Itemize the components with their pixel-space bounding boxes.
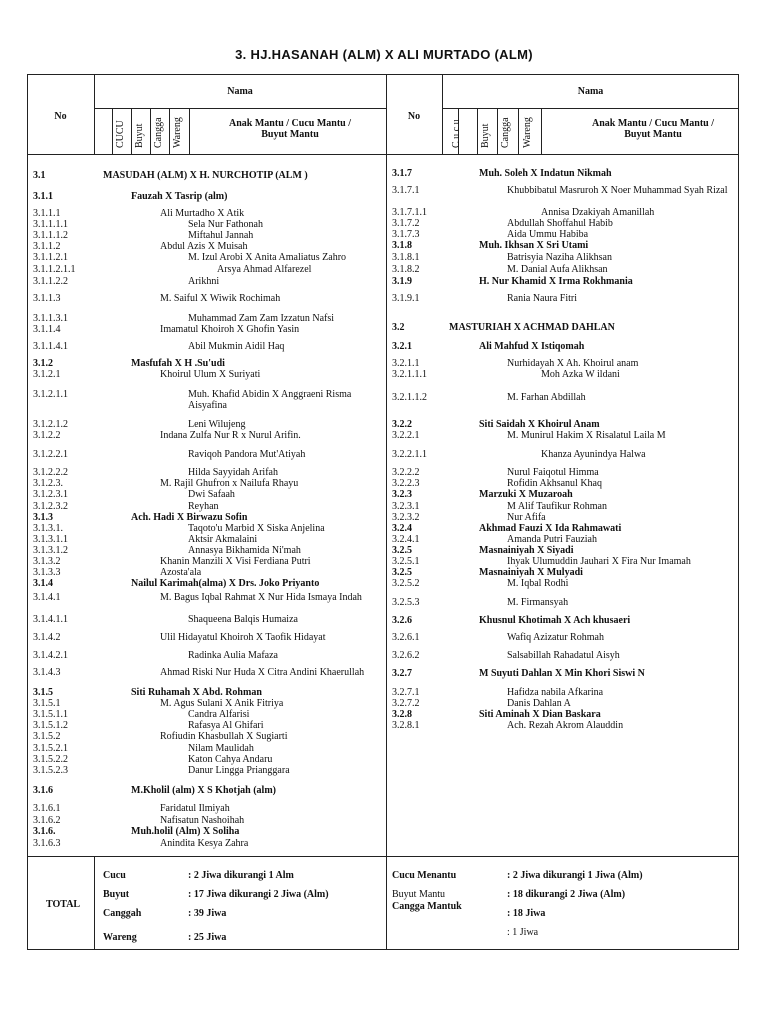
row-number: 3.1.6. [33, 826, 56, 837]
header-anak-left: Anak Mantu / Cucu Mantu / Buyut Mantu [229, 118, 351, 140]
row-number: 3.2.4.1 [392, 534, 420, 545]
divider-left-col4 [169, 108, 170, 154]
header-col-cucu-right: C u c u [451, 119, 462, 148]
row-number: 3.1.1.3 [33, 293, 61, 304]
row-name: Radinka Aulia Mafaza [188, 650, 278, 661]
row-name: Nurul Faiqotul Himma [507, 467, 599, 478]
row-number: 3.1.1.2 [33, 241, 61, 252]
row-name: M. Saiful X Wiwik Rochimah [160, 293, 281, 304]
row-number: 3.1.1.4 [33, 324, 61, 335]
row-number: 3.1 [33, 170, 46, 181]
header-col-buyut-right: Buyut [480, 123, 491, 148]
row-number: 3.2.7.2 [392, 698, 420, 709]
row-name: Moh Azka W ildani [541, 369, 620, 380]
row-name: M. Farhan Abdillah [507, 392, 586, 403]
row-name: Marzuki X Muzaroah [479, 489, 573, 500]
row-number: 3.2.6.2 [392, 650, 420, 661]
row-number: 3.1.2.2 [33, 430, 61, 441]
row-name: Imamatul Khoiroh X Ghofin Yasin [160, 324, 300, 335]
row-number: 3.1.1 [33, 191, 53, 202]
row-name: MASTURIAH X ACHMAD DAHLAN [449, 322, 615, 333]
row-number: 3.2.1.1 [392, 358, 420, 369]
row-number: 3.1.8.2 [392, 264, 420, 275]
row-number: 3.1.1.1.1 [33, 219, 68, 230]
row-name: Rofidin Akhsanul Khaq [507, 478, 602, 489]
row-number: 3.1.5.2 [33, 731, 61, 742]
row-number: 3.2.1.1.2 [392, 392, 427, 403]
row-name: Faridatul Ilmiyah [160, 803, 230, 814]
total-right-value: : 2 Jiwa dikurangi 1 Jiwa (Alm) [507, 870, 643, 881]
row-name: Nurhidayah X Ah. Khoirul anam [507, 358, 639, 369]
row-name: Nafisatun Nashoihah [160, 815, 245, 826]
row-name: Shaqueena Balqis Humaiza [188, 614, 298, 625]
row-number: 3.2.8 [392, 709, 412, 720]
row-number: 3.1.1.2.1 [33, 252, 68, 263]
row-name: Akhmad Fauzi X Ida Rahmawati [479, 523, 622, 534]
row-number: 3.2.2 [392, 419, 412, 430]
row-number: 3.1.2.1.2 [33, 419, 68, 430]
row-name: M. Izul Arobi X Anita Amaliatus Zahro [188, 252, 347, 263]
header-nama-right: Nama [577, 86, 604, 97]
row-number: 3.2.5.2 [392, 578, 420, 589]
divider-left-col1 [112, 108, 113, 154]
row-name: M. Firmansyah [507, 597, 569, 608]
row-name: Siti Saidah X Khoirul Anam [479, 419, 600, 430]
row-name: Khoirul Ulum X Suriyati [160, 369, 261, 380]
row-name: Indana Zulfa Nur R x Nurul Arifin. [160, 430, 301, 441]
row-name: M. Iqbal Rodhi [507, 578, 569, 589]
row-number: 3.1.6 [33, 785, 53, 796]
row-name: Rofiudin Khasbullah X Sugiarti [160, 731, 288, 742]
row-name: Dwi Safaah [188, 489, 235, 500]
row-name: M. Munirul Hakim X Risalatul Laila M [507, 430, 666, 441]
row-number: 3.1.5.1.2 [33, 720, 68, 731]
row-number: 3.1.3.2 [33, 556, 61, 567]
row-number: 3.1.7.3 [392, 229, 420, 240]
row-number: 3.2.3.2 [392, 512, 420, 523]
row-name: Fauzah X Tasrip (alm) [131, 191, 228, 202]
total-right-value: : 18 Jiwa [507, 908, 546, 919]
row-name: Ahmad Riski Nur Huda X Citra Andini Khaerullah [160, 667, 365, 678]
row-name: Masfufah X H .Su'udi [131, 358, 225, 369]
row-number: 3.1.5.2.1 [33, 743, 68, 754]
row-name: Arikhni [188, 276, 220, 287]
row-number: 3.1.5.2.2 [33, 754, 68, 765]
row-name: Muh.holil (Alm) X Soliha [131, 826, 240, 837]
row-name: Katon Cahya Andaru [188, 754, 273, 765]
row-name: Sela Nur Fathonah [188, 219, 263, 230]
row-name: Siti Aminah X Dian Baskara [479, 709, 601, 720]
row-number: 3.1.2.3.1 [33, 489, 68, 500]
row-name: Muh. Soleh X Indatun Nikmah [479, 168, 612, 179]
row-number: 3.2.3.1 [392, 501, 420, 512]
row-name: Muh. Khafid Abidin X Anggraeni Risma Aisyafina [188, 389, 352, 411]
row-name: Hilda Sayyidah Arifah [188, 467, 278, 478]
row-name: Siti Ruhamah X Abd. Rohman [131, 687, 262, 698]
row-name: Hafidza nabila Afkarina [507, 687, 604, 698]
row-name: Nur Afifa [507, 512, 546, 523]
row-name: M. Agus Sulani X Anik Fitriya [160, 698, 284, 709]
row-number: 3.1.4.3 [33, 667, 61, 678]
row-number: 3.2.5 [392, 567, 412, 578]
row-name: Danur Lingga Prianggara [188, 765, 290, 776]
row-name: Miftahul Jannah [188, 230, 254, 241]
row-number: 3.1.6.1 [33, 803, 61, 814]
row-name: Ali Mahfud X Istiqomah [479, 341, 585, 352]
row-name: Abdullah Shoffahul Habib [507, 218, 613, 229]
divider-header-bottom [27, 154, 739, 155]
row-number: 3.1.7 [392, 168, 412, 179]
row-number: 3.1.1.1.2 [33, 230, 68, 241]
row-name: M. Danial Aufa Alikhsan [507, 264, 608, 275]
divider-right-nama [442, 108, 739, 109]
row-number: 3.2.3 [392, 489, 412, 500]
row-number: 3.2.4 [392, 523, 412, 534]
row-number: 3.2.1 [392, 341, 412, 352]
row-number: 3.1.3.1.2 [33, 545, 68, 556]
total-left-value: : 17 Jiwa dikurangi 2 Jiwa (Alm) [188, 889, 329, 900]
header-col-cucu-left: CUCU [115, 120, 126, 148]
row-name: Reyhan [188, 501, 219, 512]
row-number: 3.2.1.1.1 [392, 369, 427, 380]
row-number: 3.1.2.1 [33, 369, 61, 380]
total-left-value: : 25 Jiwa [188, 932, 227, 943]
row-number: 3.1.4.2.1 [33, 650, 68, 661]
divider-center [386, 74, 387, 950]
page-title: 3. HJ.HASANAH (ALM) X ALI MURTADO (ALM) [235, 47, 533, 62]
row-name: MASUDAH (ALM) X H. NURCHOTIP (ALM ) [103, 170, 308, 181]
row-number: 3.1.1.2.1.1 [33, 264, 76, 275]
row-name: Abil Mukmin Aidil Haq [188, 341, 285, 352]
divider-right-col4 [518, 108, 519, 154]
row-name: Annisa Dzakiyah Amanillah [541, 207, 655, 218]
row-number: 3.2.5.1 [392, 556, 420, 567]
row-number: 3.1.7.1 [392, 185, 420, 196]
row-number: 3.1.3.1.1 [33, 534, 68, 545]
row-number: 3.1.6.2 [33, 815, 61, 826]
row-name: Rania Naura Fitri [507, 293, 577, 304]
row-number: 3.1.2.2.2 [33, 467, 68, 478]
row-name: Batrisyia Naziha Alikhsan [507, 252, 612, 263]
row-number: 3.2.2.2 [392, 467, 420, 478]
row-name: Nilam Maulidah [188, 743, 254, 754]
row-name: M Suyuti Dahlan X Min Khori Siswi N [479, 668, 645, 679]
row-number: 3.1.3 [33, 512, 53, 523]
divider-right-col2 [477, 108, 478, 154]
row-number: 3.2.8.1 [392, 720, 420, 731]
row-name: Annasya Bikhamida Ni'mah [188, 545, 301, 556]
row-number: 3.1.2 [33, 358, 53, 369]
total-left-value: : 39 Jiwa [188, 908, 227, 919]
row-number: 3.1.4.1.1 [33, 614, 68, 625]
row-number: 3.2.5 [392, 545, 412, 556]
row-name: Candra Alfarisi [188, 709, 250, 720]
divider-right-col3 [497, 108, 498, 154]
header-nama-left: Nama [227, 86, 253, 97]
row-name: H. Nur Khamid X Irma Rokhmania [479, 276, 633, 287]
row-name: Anindita Kesya Zahra [160, 838, 249, 849]
row-name: Taqoto'u Marbid X Siska Anjelina [188, 523, 325, 534]
row-name: Danis Dahlan A [507, 698, 571, 709]
row-name: M.Kholil (alm) X S Khotjah (alm) [131, 785, 276, 796]
row-number: 3.1.1.2.2 [33, 276, 68, 287]
total-label: TOTAL [46, 899, 81, 910]
row-name: Khanin Manzili X Visi Ferdiana Putri [160, 556, 311, 567]
row-name: Wafiq Azizatur Rohmah [507, 632, 604, 643]
row-number: 3.2.7 [392, 668, 412, 679]
row-number: 3.2.7.1 [392, 687, 420, 698]
row-number: 3.1.4 [33, 578, 53, 589]
divider-left-col5 [189, 108, 190, 154]
row-number: 3.1.3.1. [33, 523, 63, 534]
header-no-left: No [54, 111, 67, 122]
header-no-right: No [407, 111, 421, 122]
header-col-cangga-left: Cangga [153, 117, 164, 148]
row-number: 3.1.5.1.1 [33, 709, 68, 720]
row-name: Khusnul Khotimah X Ach khusaeri [479, 615, 631, 626]
row-number: 3.1.4.1 [33, 592, 61, 603]
row-number: 3.1.9.1 [392, 293, 420, 304]
header-col-buyut-left: Buyut [134, 123, 145, 148]
row-name: M Alif Taufikur Rohman [507, 501, 607, 512]
header-col-wareng-left: Wareng [172, 117, 183, 148]
row-name: Ali Murtadho X Atik [160, 208, 245, 219]
header-col-wareng-right: Wareng [522, 117, 533, 148]
total-left-label: Buyut [103, 889, 130, 900]
row-number: 3.1.2.1.1 [33, 389, 68, 400]
divider-left-col2 [131, 108, 132, 154]
row-number: 3.1.2.3. [33, 478, 63, 489]
header-col-cangga-right: Cangga [500, 117, 511, 148]
row-number: 3.1.1.1 [33, 208, 61, 219]
row-name: Aktsir Akmalaini [188, 534, 258, 545]
divider-right-col5 [541, 108, 542, 154]
row-number: 3.1.1.4.1 [33, 341, 68, 352]
total-left-label: Cucu [103, 870, 126, 881]
total-left-label: Wareng [103, 932, 137, 943]
row-number: 3.2.6 [392, 615, 412, 626]
divider-left-col3 [150, 108, 151, 154]
row-name: Muhammad Zam Zam Izzatun Nafsi [188, 313, 335, 324]
total-right-label: Cangga Mantuk [392, 901, 462, 912]
row-number: 3.1.5 [33, 687, 53, 698]
row-name: Masnainiyah X Mulyadi [479, 567, 583, 578]
row-name: Leni Wilujeng [188, 419, 246, 430]
row-name: Salsabillah Rahadatul Aisyh [507, 650, 620, 661]
row-number: 3.2 [392, 322, 405, 333]
row-number: 3.1.8 [392, 240, 412, 251]
row-name: Arsya Ahmad Alfarezel [217, 264, 312, 275]
total-right-label: Cucu Menantu [392, 870, 457, 881]
header-anak-right: Anak Mantu / Cucu Mantu / Buyut Mantu [592, 118, 714, 140]
divider-total-top [27, 856, 739, 857]
total-right-label: Buyut Mantu [392, 889, 446, 900]
row-number: 3.1.7.2 [392, 218, 420, 229]
row-name: Ihyak Ulumuddin Jauhari X Fira Nur Imamah [507, 556, 691, 567]
total-left-label: Canggah [103, 908, 142, 919]
row-name: Raviqoh Pandora Mut'Atiyah [188, 449, 306, 460]
row-name: Ach. Rezah Akrom Alauddin [507, 720, 624, 731]
row-name: M. Bagus Iqbal Rahmat X Nur Hida Ismaya Indah [160, 592, 362, 603]
row-number: 3.1.8.1 [392, 252, 420, 263]
row-number: 3.1.1.3.1 [33, 313, 68, 324]
row-number: 3.1.2.2.1 [33, 449, 68, 460]
row-number: 3.1.2.3.2 [33, 501, 68, 512]
row-name: Ach. Hadi X Birwazu Sofin [131, 512, 248, 523]
row-number: 3.1.7.1.1 [392, 207, 427, 218]
row-number: 3.2.5.3 [392, 597, 420, 608]
row-number: 3.1.9 [392, 276, 412, 287]
row-name: Nailul Karimah(alma) X Drs. Joko Priyanto [131, 578, 320, 589]
row-name: Azosta'ala [160, 567, 202, 578]
row-number: 3.1.5.1 [33, 698, 61, 709]
total-left-value: : 2 Jiwa dikurangi 1 Alm [188, 870, 294, 881]
row-name: Khubbibatul Masruroh X Noer Muhammad Syah Rizal [507, 185, 728, 196]
row-number: 3.1.5.2.3 [33, 765, 68, 776]
row-name: Muh. Ikhsan X Sri Utami [479, 240, 589, 251]
row-name: Abdul Azis X Muisah [160, 241, 248, 252]
row-number: 3.2.6.1 [392, 632, 420, 643]
row-name: Masnainiyah X Siyadi [479, 545, 574, 556]
row-name: Ulil Hidayatul Khoiroh X Taofik Hidayat [160, 632, 326, 643]
row-number: 3.2.2.1.1 [392, 449, 427, 460]
row-number: 3.1.3.3 [33, 567, 61, 578]
row-number: 3.1.4.2 [33, 632, 61, 643]
row-name: Khanza Ayunindya Halwa [541, 449, 646, 460]
total-right-value: : 1 Jiwa [507, 927, 539, 938]
row-name: M. Rajil Ghufron x Nailufa Rhayu [160, 478, 299, 489]
divider-total-label [94, 856, 95, 950]
total-right-value: : 18 dikurangi 2 Jiwa (Alm) [507, 889, 626, 900]
divider-left-nama [94, 108, 386, 109]
row-number: 3.2.2.3 [392, 478, 420, 489]
row-name: Rafasya Al Ghifari [188, 720, 264, 731]
row-number: 3.2.2.1 [392, 430, 420, 441]
row-number: 3.1.6.3 [33, 838, 61, 849]
row-name: Aida Ummu Habiba [507, 229, 589, 240]
row-name: Amanda Putri Fauziah [507, 534, 597, 545]
